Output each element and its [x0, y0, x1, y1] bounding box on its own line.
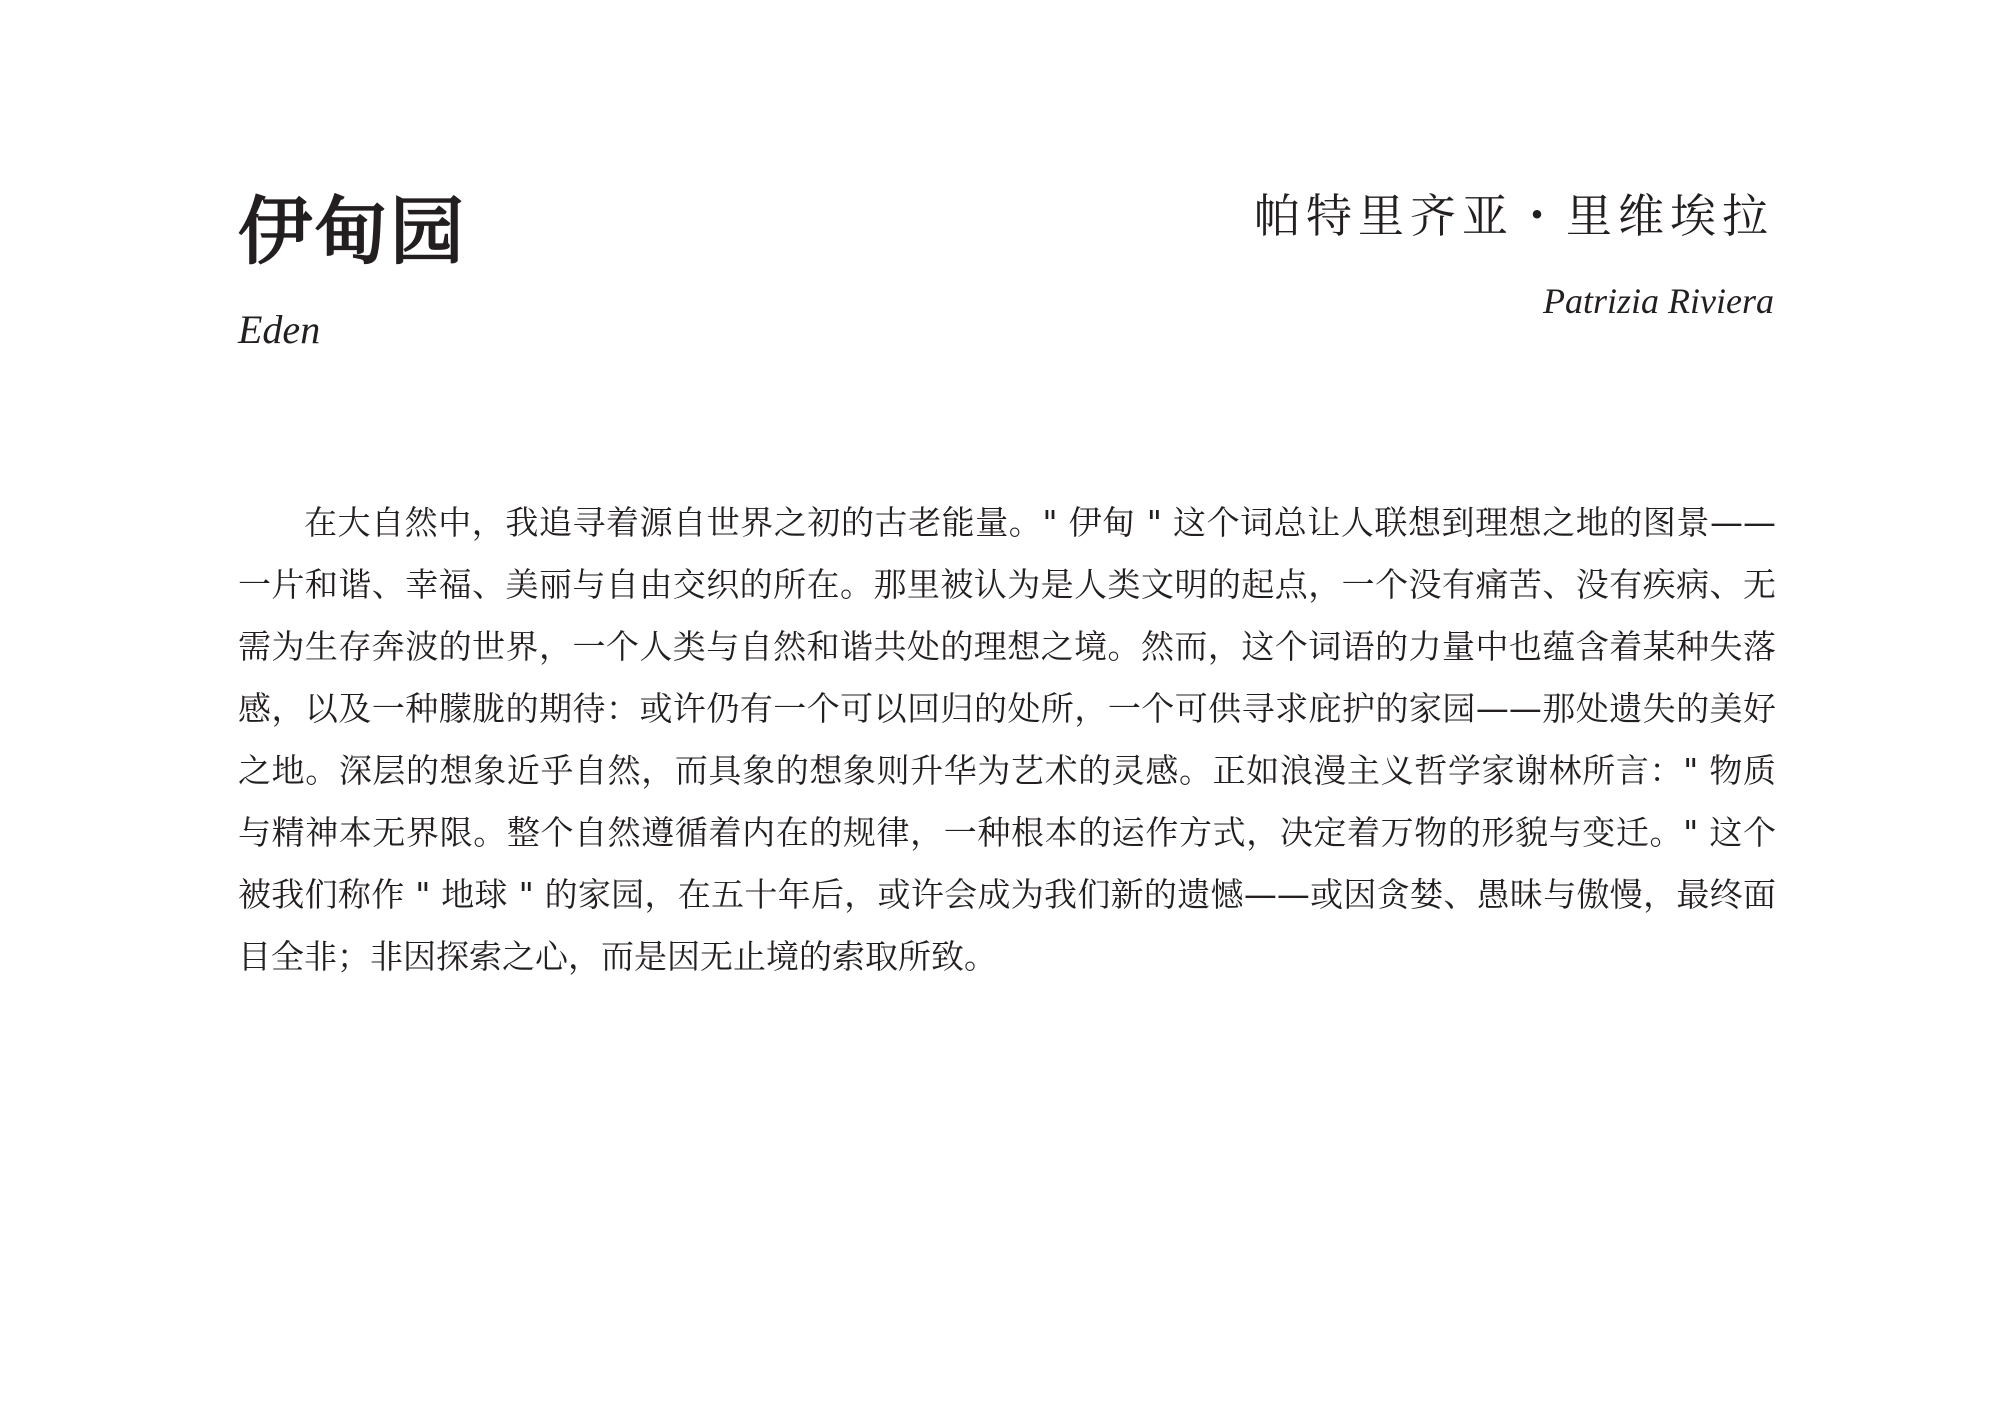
title-english: Eden: [238, 307, 321, 352]
author-chinese: 帕特里齐亚・里维埃拉: [1254, 189, 1774, 243]
title-chinese: 伊甸园: [238, 189, 466, 275]
body-paragraph: 在大自然中，我追寻着源自世界之初的古老能量。" 伊甸 " 这个词总让人联想到理想之地的图景——一片和谐、幸福、美丽与自由交织的所在。那里被认为是人类文明的起点，一个没有痛苦、没有疾病、无需为生存奔波的世界，一个人类与自然和谐共处的理想之境。然而，这个词语的力量中也蕴含着某种失落感，以及一种朦胧的期待：或许仍有一个可以回归的处所，一个可供寻求庇护的家园——那处遗失的美好之地。深层的想象近乎自然，而具象的想象则升华为艺术的灵感。正如浪漫主义哲学家谢林所言：" 物质与精神本无界限。整个自然遵循着内在的规律，一种根本的运作方式，决定着万物的形貌与变迁。" 这个被我们称作 " 地球 " 的家园，在五十年后，或许会成为我们新的遗憾——或因贪婪、愚昧与傲慢，最终面目全非；非因探索之心，而是因无止境的索取所致。: [238, 503, 1776, 976]
author-english: Patrizia Riviera: [1543, 281, 1774, 321]
